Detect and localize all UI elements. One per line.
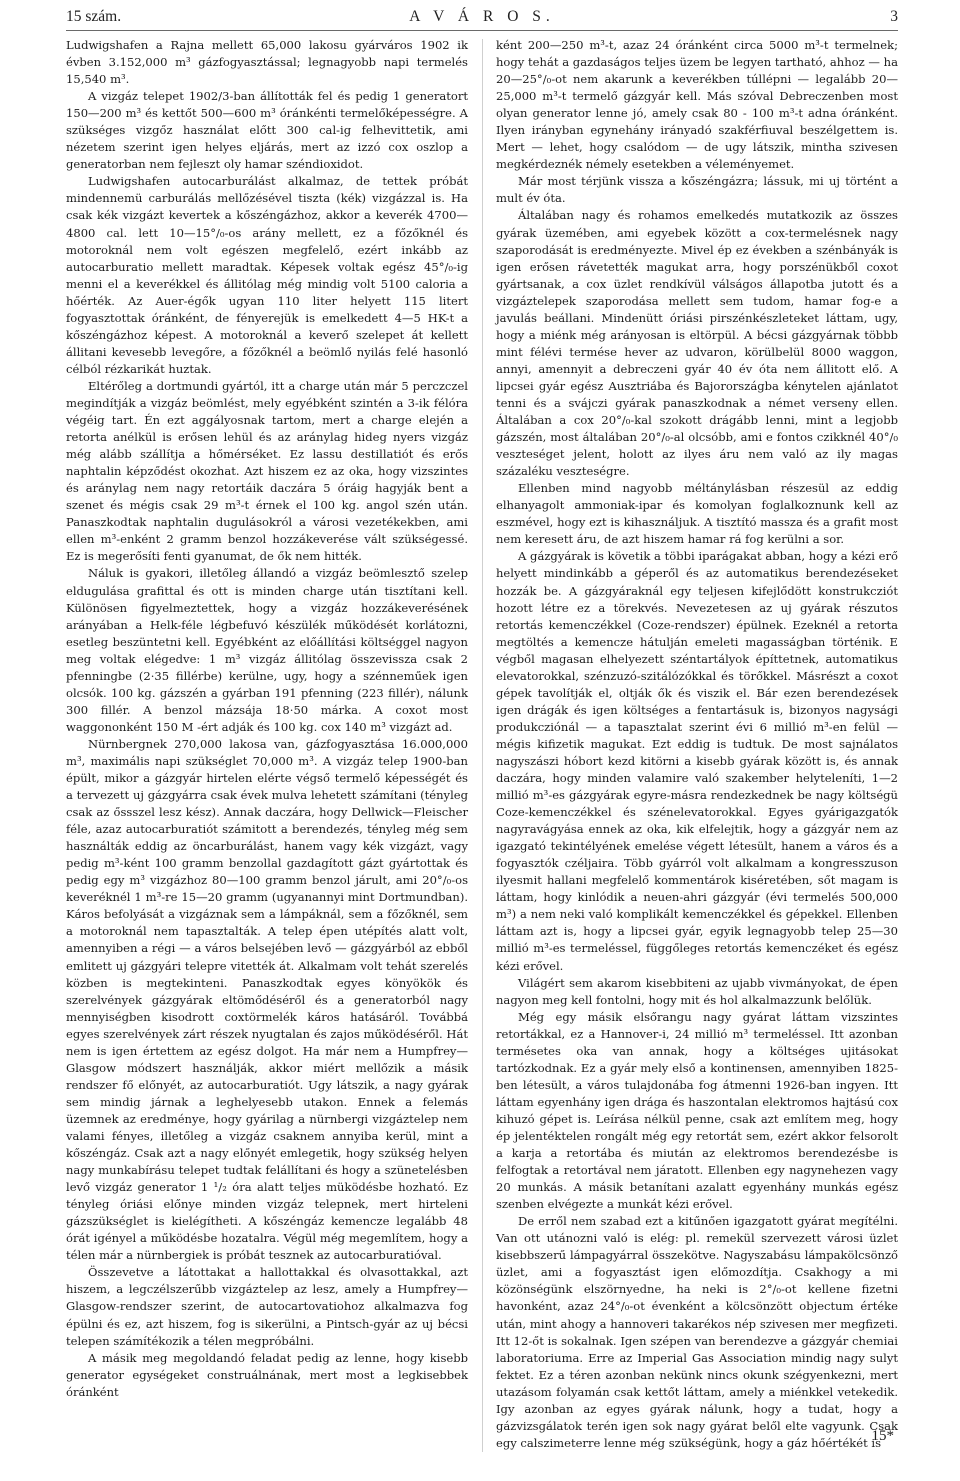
paragraph: Nürnbergnek 270,000 lakosa van, gázfogyasztása 16.000,000 m³, maximális napi szükséglet 70,000 m³. A vizgáz telep 1900-ban épült, mikor a gázgyár hirtelen elérte végső termelő képességét és a tervezett uj gázgyárra csak évek mulva lehetett számítani (tényleg csak az őssszel lesz kész). Annak daczára, hogy Dellwick—Fleischer féle, azaz autocarburatiót számitott a berendezés, tényleg még sem használták eddig az öncarburálást, hanem vagy kék vizgázt, vagy pedig m³-ként 100 gramm benzollal gazdagított gázt gyártottak és pedig egy m³ vizgázhoz 80—100 gramm benzol járult, ami 20°/₀-os keveréknél 1 m³-re 15—20 gramm (ugyanannyi mint Dortmundban). Káros befolyását a vizgáznak sem a lámpáknál, sem a főzőknél, sem a motoroknál nem tapasztalták. A telep épen utépítés alatt volt, amennyiben a régi — a város belsejében levő — gázgyárból az ebből emlitett uj gázgyári telepre vitették át. Alkalmam volt tehát szerelés közben is megtekinteni. Panaszkodtak egyes könyökök és szerelvények gázgyárak eltömődéséről és a generatorból nagy mennyiségben kisodrott coxtörmelék káros hatásáról. Továbbá egyes szerelvények zárt részek nyugtalan és zajos működéséről. Hát nem is igen értettem az egész dolgot. Ha már nem a Humpfrey—Glasgow módszert használják, akkor miért mellőzik a másik rendszer fő előnyét, az autocarburatiót. Ugy látszik, a nagy gyárak sem mindig járnak a leghelyesebb utakon. Ennek a felemás üzemnek az eredménye, hogy gyárilag a nürnbergi vizgáztelep nem valami fényes, illetőleg a vizgáz csaknem annyiba kerül, mint a kőszéngáz. Csak azt a nagy előnyét emlegetik, hogy szükség helyen nagy munkabírásu telepet tudtak felállítani és hogy a szünetelésben levő vizgáz generator 1 ¹/₂ óra alatt teljes müködésbe hozható. Ez tényleg óriási előnye minden vizgáz telepnek, mert hirteleni gázszükséglet is kielégítheti. A kőszéngáz kemencze legalább 48 órát igényel a működésbe hozatalra. Végül még megemlítem, hogy a télen már a nürnbergiek is próbát tesznek az autocarburatióval.: [66, 736, 468, 1263]
paragraph: A vizgáz telepet 1902/3-ban állították fel és pedig 1 generatort 150—200 m³ és kettőt 500—600 m³ óránkénti termelőképességre. A szükséges vizgőz használat előtt 300 cal-ig felhevittetik, ami nézetem szerint igen helyes eljárás, mert az izzó cox oszlop a generatorban nem fejleszt oly hamar széndioxidot.: [66, 89, 468, 172]
journal-title: A V Á R O S.: [409, 8, 555, 25]
paragraph: Általában nagy és rohamos emelkedés mutatkozik az összes gyárak üzemében, ami egyebek között a cox-termelésnek nagy szaporodását is eredményezte. Mivel ép ez években a szénbányák is igen erősen rávetették magukat arra, hogy porszénükből coxot gyártsanak, a cox üzlet rendkívül válságos állapotba jutott és a vizgáztelepek szaporodása mellett sem tudom, hamar fog-e a javulás beállani. Mindenütt óriási pirszénkészleteket láttam, ugy, hogy a miénk még arányosan is eltörpül. A bécsi gázgyárnak többb mint félévi termése hever az udvaron, körülbelül 8000 waggon, annyi, amennyit a debreczeni gyár 40 év óta nem állitott elő. A lipcsei gyár egész Ausztriába és Bajorországba kénytelen ajánlatot tenni és a svájczi gyárak panaszkodnak a német verseny ellen. Általában a cox 20°/₀-kal szokott drágább lenni, mint a legjobb gázszén, most általában 20°/₀-al olcsóbb, ami e fontos czikknél 40°/₀ veszteséget jelent, holott az ilyes áru nem való az ily magas százaléku veszteségre.: [496, 208, 898, 479]
column-divider: [482, 39, 483, 1452]
signature-mark: 15*: [871, 1428, 894, 1444]
paragraph: Összevetve a látottakat a hallottakkal és olvasottakkal, azt hiszem, a legczélszerűbb vizgáztelep az lesz, amely a Humpfrey—Glasgow-rendszer szerint, de autocartovatiohoz alkalmazva fog épülni és ez, azt hiszem, fog is sikerülni, a Pintsch-gyár az uj bécsi telepen számítékozik a télen megpróbálni.: [66, 1265, 468, 1348]
paragraph: Még egy másik elsőrangu nagy gyárat láttam vizszintes retortákkal, ez a Hannover-i, 24 millió m³ termeléssel. Itt azonban termésetes oka van annak, hogy a költséges ujitásokat tartózkodnak. Ez a gyár mely első a kontinensen, amennyiben 1825-ben létesült, a város tulajdonába fog átmenni 1926-ban ingyen. Itt láttam egyenhány igen drága és haszontalan elektromos hajtású cox kihuzó gépet is. Leírása nélkül penne, csak azt említem meg, hogy ép jelentéktelen rongált még egy retortát sem, ezért akkor felsorolt a karja a retortába és miután az elektromos berendezésbe is felfogtak a retortával nem járatott. Ellenben egy nagynehezen vagy 20 munkás. A másik betanítani azalatt egyenhány munkás egész szenben elvégezte a munkát kézi erővel.: [496, 1009, 898, 1212]
paragraph: A másik meg megoldandó feladat pedig az lenne, hogy kisebb generator egységeket construálnának, mert most a legkisebbek óránként: [66, 1350, 468, 1399]
left-column: [66, 37, 468, 1452]
issue-label: 15 szám.: [66, 8, 122, 25]
paragraph: Világért sem akarom kisebbiteni az ujabb vivmányokat, de épen nagyon meg kell fontolni, hogy mit és hol alkalmazzunk belőlük.: [496, 975, 898, 1007]
text-columns: [66, 37, 898, 1452]
paragraph: Eltérőleg a dortmundi gyártól, itt a charge után már 5 perczczel megindítják a vizgáz beömlést, mely egyébként szintén a 3-ik félóra végéig tart. Én ezt aggályosnak tartom, mert a charge elején a retorta anélkül is erősen lehül és az aránylag hideg nyers vizgáz még alább szállítja a hőmérséket. Ez lassu destillatiót és erős naphtalin képződést okozhat. Azt hiszem ez az oka, hogy vizszintes és aránylag nem nagy retortáik daczára 5 óráig hagyják bent a szenet és mégis csak 29 m³-t érnek el 100 kg. angol szén után. Panaszkodtak naphtalin dugulásokról a városi vezetékekben, ami ellen m³-enként 2 gramm benzol hozzákeverése vált szükségessé. Ez is megerősíti fenti gyanumat, de ők nem hitték.: [66, 378, 468, 564]
paragraph: Már most térjünk vissza a kőszéngázra; lássuk, mi uj történt a mult év óta.: [496, 174, 898, 206]
paragraph: Ludwigshafen autocarburálást alkalmaz, de tettek próbát mindennemü carburálás mellőzésével tiszta (kék) vizgázzal is. Ha csak kék vizgázt kevertek a kőszéngázhoz, akkor a keverék 4700—4800 cal. lett 10—15°/₀-os arány mellett, ez a főzőknél és motoroknál nem volt egészen megfelelő, ezért inkább az autocarburatio mellett maradtak. Képesek voltak egész 45°/₀-ig menni el a keverékkel és állitólag még mindig volt 5100 caloria a hőérték. Az Auer-égők ugyan 110 liter helyett 115 litert fogyasztottak óránként, de fényerejük is emelkedett 4—5 HK-t a kőszéngázhoz képest. A motoroknál a keverő szelepet át kellett állitani kevesebb levegőre, a főzőknél a beömlő nyilás felé hasonló célból rézkarikát huztak.: [66, 174, 468, 376]
paragraph: De erről nem szabad ezt a kitűnően igazgatott gyárat megítélni. Van ott utánozni való is elég: pl. remekül szervezett városi üzlet kisebbszerű lámpagyárral összekötve. Nagyszabásu lámpakölcsönző üzlet, ami a fogyasztást igen előmozdítja. Csakhogy a mi közönségünk elszörnyedne, ha neki is 2°/₀-ot kellene fizetni havonként, azaz 24°/₀-ot évenként a kölcsönzött objectum értéke után, mint ahogy a hannoveri takarékos nép szivesen mer megfizeti. Itt 12-őt is sokalnak. Igen szépen van berendezve a gázgyár chemiai laboratoriuma. Erre az Imperial Gas Association mindig nagy sulyt fektet. Ez a téren azonban nekünk nincs okunk szégyenkezni, mert utazásom folyamán csak kettőt láttam, amely a miénkkel vetekedik. Igy azonban az egyes gyárak nálunk, hogy a tudat, hogy a gázvizsgálatok terén igen sok nagy gyárat belől elte vagyunk. Csak egy calszimeterre lenne még szükségünk, hogy a gáz hőértékét is: [496, 1214, 898, 1450]
paragraph: A gázgyárak is követik a többi iparágakat abban, hogy a kézi erő helyett mindinkább a géperől és az automatikus berendezéseket hozzák be. A gázgyáraknál egy teljesen kifejlődött konstrukcziót hozott létre ez a törekvés. Nevezetesen az uj gyárak részutos retortás kemenczékkel (Coze-rendszer) épülnek. Ezeknél a retorta megtöltés a kemencze hátulján emeleti magasságban történik. E végből magasan elhelyezett széntartályok építtetnek, automatikus elevatorokkal, szénzuzó-szitálózókkal és törőkkel. Másrészt a coxot gépek tavolítják el, oltják ők és viszik el. Bár ezen berendezések igen drágák és igen költséges a fentartásuk is, bizonyos nagysági produkcziónál — a tapasztalat szerint évi 6 millió m³-en felül — mégis kifizetik magukat. Ezt eddig is tudtuk. De most sajnálatos nagyszászi hóbort kezd kitörni a kisebb gyárak között is, és annak daczára, hogy minden valamire való szakember helyteleníti, 1—2 millió m³-es gázgyárak egyre-másra rendezkednek be nagy költségü Coze-kemenczékkel és szénelevatorokkal. Egyes gyárigazgatók nagyravágyása ennek az oka, kik elfelejtik, hogy a gázgyár nem az igazgató tekintélyének emelése végett létesült, hanem a város és a fogyasztók czéljaira. Több gyárról volt alkalmam a kongresszuson ilyesmit hallani megfelelő kommentárok kiséretében, sőt magam is láttam, hogy kinlódik a neuen-ahri gázgyár (évi termelés 500,000 m³) a nem neki való komplikált kemenczékkel és gépekkel. Ellenben láttam azt is, hogy a lipcsei gyár, egyik legnagyobb telep 25—30 millió m³-es termeléssel, függőleges retortás kemenczéket és egész kézi erővel.: [496, 549, 898, 973]
page-number: 3: [890, 8, 898, 25]
right-column: [496, 37, 898, 1452]
paragraph: Ludwigshafen a Rajna mellett 65,000 lakosu gyárváros 1902 ik évben 3.152,000 m³ gázfogyasztással; legnagyobb napi termelés 15,540 m³.: [66, 38, 468, 87]
paragraph: Ellenben mind nagyobb méltánylásban részesül az eddig elhanyagolt ammoniak-ipar és komolyan foglalkoznunk kell az eszmével, hogy ezt is kihasználjuk. A tisztító massza és a grafit most nem keresett áru, de azt hiszem hamar rá fog kerülni a sor.: [496, 481, 898, 547]
paragraph: Náluk is gyakori, illetőleg állandó a vizgáz beömlesztő szelep eldugulása grafittal és ott is minden charge után tisztítani kell. Különösen figyelmeztettek, hogy a vizgáz hozzákeverésének arányában a Helk-féle légbefuvó készülék működését korlátozni, esetleg beszüntetni kell. Egyébként az előállítási költséggel nagyon meg voltak elégedve: 1 m³ vizgáz állitólag összevissza csak 2 pfenningbe (2·35 fillérbe) kerülne, ugy, hogy a szénneműek igen olcsók. 100 kg. gázszén a gyárban 191 pfenning (223 fillér), nálunk 300 fillér. A benzol mázsája 18·50 márka. A coxot most waggononként 150 M -ért adják és 100 kg. cox 140 m³ vizgázt ad.: [66, 566, 468, 734]
paragraph: ként 200—250 m³-t, azaz 24 óránként circa 5000 m³-t termelnek; hogy tehát a gazdaságos teljes üzem be legyen tartható, ahhoz — ha 20—25°/₀-ot nem akarunk a keverékben túllépni — legalább 20—25,000 m³-t termelő gázgyár kell. Más szóval Debreczenben most olyan generator lenne jó, amely csak 80 - 100 m³-t adna óránként. Ilyen irányban egynehány irányadó szakférfiuval beszélgettem is. Mert — lehet, hogy csalódom — de ugy látszik, mintha szivesen megkérdeznék némely esetekben a véleményemet.: [496, 38, 898, 172]
page-header: [66, 6, 898, 30]
header-rule: [66, 30, 898, 31]
